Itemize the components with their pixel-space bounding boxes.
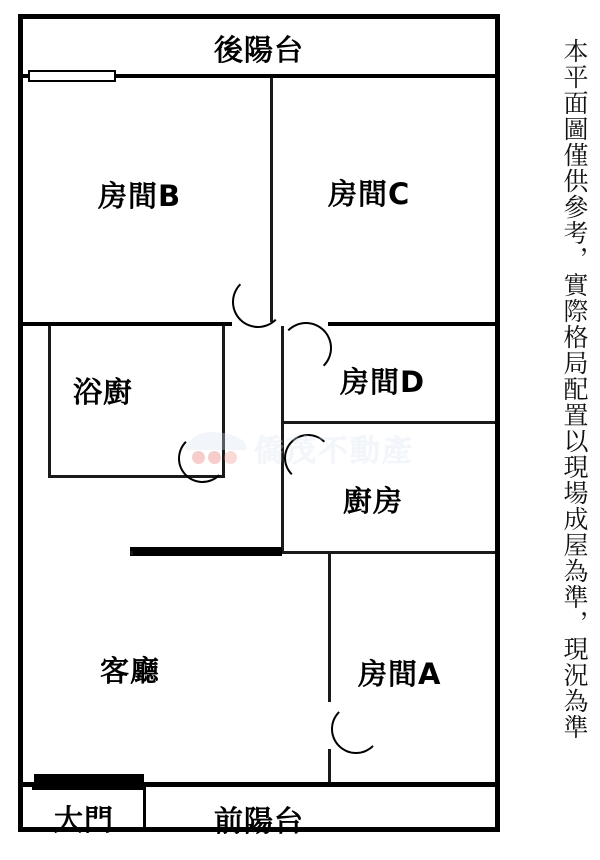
rear-balcony-window	[28, 70, 116, 82]
main-door-box-right	[143, 787, 146, 832]
main-door-box	[32, 787, 146, 790]
door-arc-room-c	[280, 322, 332, 374]
wall-room-a-left	[328, 554, 331, 702]
watermark-text: 僑茂不動產	[254, 434, 414, 469]
door-arc-room-a	[331, 704, 381, 754]
room-label-living-room: 客廳	[100, 654, 161, 688]
room-label-bathroom: 浴廚	[73, 375, 134, 409]
wall-bathroom-left	[48, 326, 51, 478]
outer-wall-left	[18, 14, 23, 832]
main-door-threshold	[34, 774, 144, 783]
outer-wall-right	[495, 14, 500, 832]
floor-plan-drawing	[18, 14, 500, 838]
wall-kitchen-corridor	[130, 551, 133, 555]
room-label-front-balcony: 前陽台	[214, 804, 305, 838]
outer-wall-top	[18, 14, 500, 19]
room-label-room-a: 房間A	[358, 657, 442, 691]
door-arc-room-d	[284, 434, 332, 482]
wall-kitchen-left	[281, 424, 284, 554]
room-label-room-b: 房間B	[98, 179, 182, 213]
door-arc-room-b	[232, 276, 284, 328]
wall-kitchen-bottom	[281, 551, 495, 554]
room-label-room-c: 房間C	[328, 177, 411, 211]
wall-room-d-left	[281, 326, 284, 424]
room-label-rear-balcony: 後陽台	[214, 33, 305, 67]
room-label-kitchen: 廚房	[343, 484, 404, 518]
room-label-main-door: 大門	[54, 803, 115, 837]
disclaimer-note: 本平面圖僅供參考，實際格局配置以現場成屋為準，現況為準	[560, 38, 589, 740]
wall-room-a-left-lower	[328, 749, 331, 785]
wall-room-d-bottom	[281, 421, 495, 424]
door-arc-bathroom	[178, 434, 227, 483]
room-label-room-d: 房間D	[340, 365, 426, 399]
kitchen-counter	[130, 547, 282, 556]
